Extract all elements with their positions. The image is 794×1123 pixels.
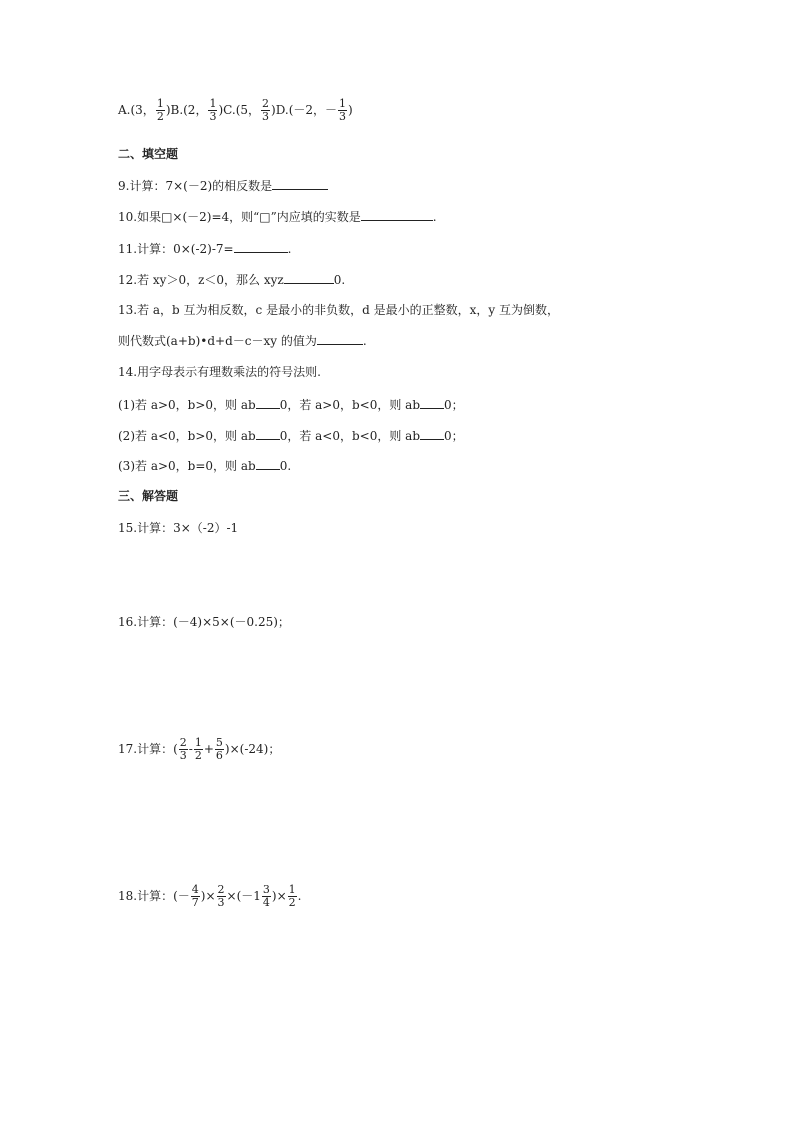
question-10: 10.如果□×(－2)=4，则“□”内应填的实数是 . [118, 210, 437, 224]
answer-blank [420, 427, 444, 440]
question-14-part-3: (3)若 a>0，b=0，则 ab 0. [118, 459, 292, 473]
fraction: $\frac{4}{7}$ [191, 883, 199, 909]
fraction: $\frac{1}{3}$ [209, 97, 217, 123]
question-13-line-2: 则代数式(a+b)•d+d－c－xy 的值为 . [118, 334, 367, 348]
answer-blank [420, 396, 444, 409]
question-17: 17.计算：( $\frac{2}{3}$ - $\frac{1}{2}$ + $\frac{5}{6}$ )×(-24)； [118, 736, 281, 762]
question-14-part-1: (1)若 a>0，b>0，则 ab 0，若 a>0，b<0，则 ab 0； [118, 398, 464, 412]
fraction: $\frac{1}{3}$ [339, 97, 347, 123]
question-11: 11.计算：0×(-2)-7= . [118, 242, 292, 256]
section-heading-fill-blank: 二、填空题 [118, 147, 179, 161]
fraction: $\frac{2}{3}$ [217, 883, 225, 909]
fraction: $\frac{2}{3}$ [262, 97, 270, 123]
question-15: 15.计算：3×（-2）-1 [118, 521, 239, 535]
fraction: $\frac{1}{2}$ [194, 736, 202, 762]
fraction: $\frac{1}{2}$ [156, 97, 164, 123]
option-c: )C.(5， [218, 103, 261, 117]
q8-options: A.(3， $\frac{1}{2}$ )B.(2， $\frac{1}{3}$ )C.(5， $\frac{2}{3}$ )D.(－2，－ $\frac{1}{3}$ ) [118, 97, 353, 123]
question-18: 18.计算：(－ $\frac{4}{7}$ )× $\frac{2}{3}$ ×(－1 $\frac{3}{4}$ )× $\frac{1}{2}$ . [118, 883, 302, 909]
option-b: )B.(2， [165, 103, 208, 117]
option-d: )D.(－2，－ [271, 103, 338, 117]
answer-blank [272, 177, 328, 190]
fraction: $\frac{2}{3}$ [179, 736, 187, 762]
question-14-part-2: (2)若 a<0，b>0，则 ab 0，若 a<0，b<0，则 ab 0； [118, 429, 464, 443]
answer-blank [256, 427, 280, 440]
fraction: $\frac{3}{4}$ [262, 883, 270, 909]
section-heading-solve: 三、解答题 [118, 489, 179, 503]
answer-blank [317, 332, 363, 345]
fraction: $\frac{1}{2}$ [288, 883, 296, 909]
question-12: 12.若 xy＞0，z＜0，那么 xyz 0. [118, 273, 346, 287]
answer-blank [234, 240, 288, 253]
question-9: 9.计算：7×(－2)的相反数是 [118, 177, 328, 194]
option-a: A.(3， [118, 103, 155, 117]
fraction: $\frac{5}{6}$ [215, 736, 223, 762]
answer-blank [284, 271, 334, 284]
question-13-line-1: 13.若 a，b 互为相反数，c 是最小的非负数，d 是最小的正整数，x，y 互为倒数， [118, 303, 559, 317]
question-14-title: 14.用字母表示有理数乘法的符号法则. [118, 365, 321, 379]
answer-blank [256, 457, 280, 470]
answer-blank [361, 208, 433, 221]
question-16: 16.计算：(－4)×5×(－0.25)； [118, 615, 290, 629]
answer-blank [256, 396, 280, 409]
